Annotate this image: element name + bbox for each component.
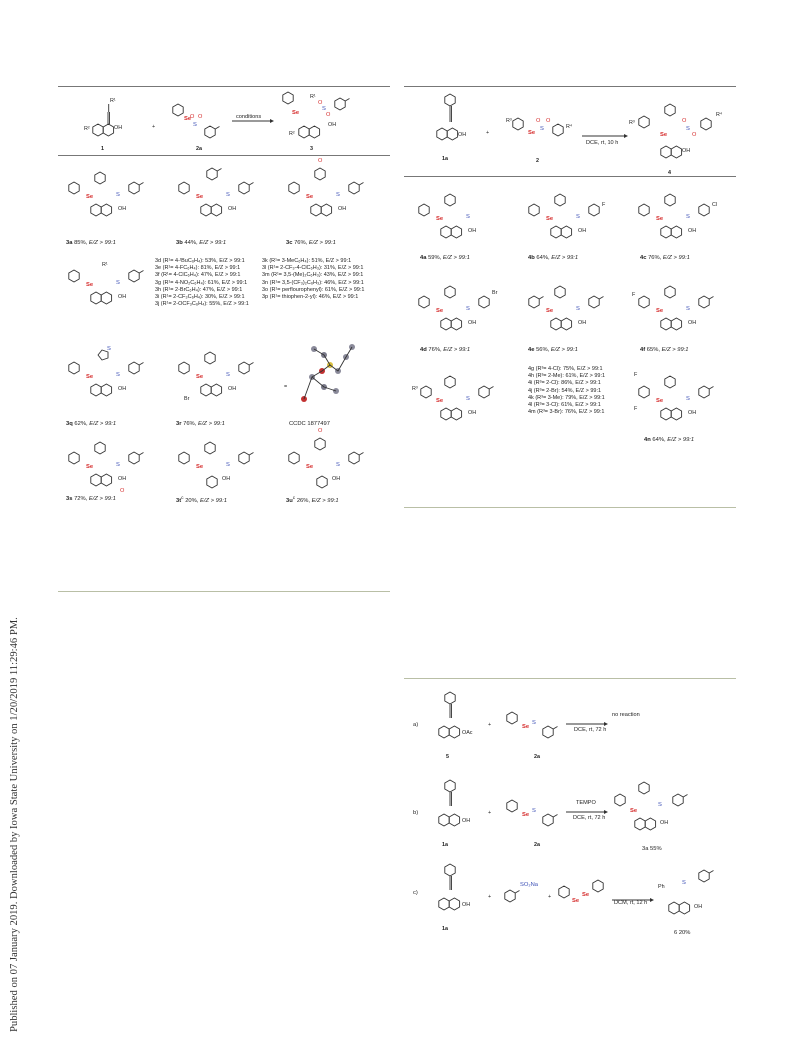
svg-text:O: O <box>318 428 323 434</box>
svg-text:1: 1 <box>101 146 104 152</box>
svg-text:1a: 1a <box>442 156 448 162</box>
caption-4b: 4b 64%, E/Z > 99:1 <box>528 255 579 261</box>
right-header-rule <box>404 176 736 177</box>
svg-text:Se: Se <box>522 724 530 730</box>
svg-text:O: O <box>120 488 125 494</box>
svg-text:=: = <box>284 384 288 390</box>
left-header-rule <box>58 155 390 156</box>
svg-text:Se: Se <box>546 308 554 314</box>
caption-4n: 4n 64%, E/Z > 99:1 <box>644 437 695 443</box>
molecule-4e <box>529 286 604 330</box>
molecule-4f <box>632 286 714 330</box>
svg-text:S: S <box>466 214 470 220</box>
molecule-3q <box>69 346 144 396</box>
svg-text:Br: Br <box>492 290 498 296</box>
svg-text:OH: OH <box>468 410 477 416</box>
svg-text:OAc: OAc <box>462 730 473 736</box>
control-top-rule <box>404 678 736 679</box>
svg-text:+: + <box>488 722 492 728</box>
caption-3c: 3c 76%, E/Z > 99:1 <box>286 240 336 246</box>
control-b-conditions: DCE, rt, 72 h <box>573 815 606 821</box>
svg-text:S: S <box>658 802 662 808</box>
left-product-grid <box>62 158 392 596</box>
right-top-rule <box>404 86 736 87</box>
svg-text:Se: Se <box>656 216 664 222</box>
molecule-4g-4m-general <box>412 376 494 420</box>
svg-text:5: 5 <box>446 754 449 760</box>
svg-text:O: O <box>536 118 541 124</box>
svg-text:S: S <box>226 462 230 468</box>
svg-text:O: O <box>318 158 323 164</box>
svg-text:Se: Se <box>306 464 314 470</box>
svg-text:Se: Se <box>86 194 94 200</box>
svg-text:O: O <box>682 118 687 124</box>
molecule-3u <box>289 428 364 488</box>
svg-text:OH: OH <box>688 320 697 326</box>
svg-text:S: S <box>682 880 686 886</box>
control-b-reaction <box>439 780 688 848</box>
svg-text:Se: Se <box>630 808 638 814</box>
left-top-rule <box>58 86 390 87</box>
svg-text:OH: OH <box>114 125 123 131</box>
svg-text:Se: Se <box>196 194 204 200</box>
svg-text:+: + <box>548 894 552 900</box>
molecule-3b <box>179 168 254 216</box>
control-c-product: 6 20% <box>674 930 691 936</box>
caption-3s: 3s 72%, E/Z > 99:1 <box>66 496 116 502</box>
svg-text:OH: OH <box>578 320 587 326</box>
svg-text:S: S <box>336 462 340 468</box>
svg-text:1a: 1a <box>442 926 448 932</box>
molecule-3s <box>69 442 144 494</box>
svg-text:+: + <box>152 124 156 130</box>
svg-text:OH: OH <box>228 386 237 392</box>
molecule-4a <box>419 194 476 238</box>
svg-text:OH: OH <box>462 902 471 908</box>
svg-text:R³: R³ <box>629 120 635 126</box>
right-product-grid <box>412 188 742 488</box>
svg-text:S: S <box>532 720 536 726</box>
caption-3a: 3a 85%, E/Z > 99:1 <box>66 240 116 246</box>
svg-text:OH: OH <box>338 206 347 212</box>
svg-text:S: S <box>466 306 470 312</box>
left-conditions-label: conditions <box>236 114 262 120</box>
svg-text:Se: Se <box>196 464 204 470</box>
svg-text:S: S <box>116 372 120 378</box>
svg-text:S: S <box>322 106 326 112</box>
caption-4f: 4f 65%, E/Z > 99:1 <box>640 347 689 353</box>
molecule-3r <box>179 352 254 402</box>
svg-text:S: S <box>107 346 111 352</box>
svg-text:Se: Se <box>436 216 444 222</box>
svg-text:SO₂Na: SO₂Na <box>520 882 539 888</box>
svg-text:S: S <box>116 280 120 286</box>
svg-text:OH: OH <box>118 386 127 392</box>
svg-text:OH: OH <box>468 228 477 234</box>
molecule-3c <box>289 158 364 216</box>
svg-text:S: S <box>116 192 120 198</box>
caption-4d: 4d 76%, E/Z > 99:1 <box>420 347 471 353</box>
svg-text:R³: R³ <box>506 118 512 124</box>
molecule-3d-3p-general <box>69 262 144 304</box>
svg-text:Se: Se <box>528 130 536 136</box>
svg-text:OH: OH <box>688 410 697 416</box>
svg-text:S: S <box>686 306 690 312</box>
svg-text:Se: Se <box>86 464 94 470</box>
svg-text:Se: Se <box>306 194 314 200</box>
svg-text:OH: OH <box>578 228 587 234</box>
svg-text:+: + <box>488 894 492 900</box>
svg-text:F: F <box>632 292 636 298</box>
caption-3u: $3u^c$ 26%, E/Z > 99:1 <box>286 496 339 504</box>
control-a-tag: a) <box>413 722 419 728</box>
svg-text:O: O <box>190 114 195 120</box>
crystal-structure-image <box>301 344 355 402</box>
svg-text:Se: Se <box>292 110 300 116</box>
svg-text:R¹: R¹ <box>102 262 108 268</box>
svg-text:R⁴: R⁴ <box>716 112 723 118</box>
download-watermark: Published on 07 January 2019. Downloaded by Iowa State University on 1/20/2019 11:29:46 PM. <box>9 617 20 1032</box>
svg-text:2a: 2a <box>534 754 540 760</box>
svg-text:OH: OH <box>458 132 467 138</box>
right-header-reaction <box>420 88 740 176</box>
svg-text:F: F <box>602 202 606 208</box>
svg-text:S: S <box>193 122 197 128</box>
svg-text:Se: Se <box>656 308 664 314</box>
svg-text:O: O <box>318 100 323 106</box>
caption-3q: 3q 62%, E/Z > 99:1 <box>66 421 117 427</box>
svg-text:OH: OH <box>228 206 237 212</box>
svg-text:S: S <box>540 126 544 132</box>
svg-text:4: 4 <box>668 170 671 176</box>
svg-text:2a: 2a <box>196 146 202 152</box>
caption-4e: 4e 56%, E/Z > 99:1 <box>528 347 578 353</box>
caption-4a: 4a 59%, E/Z > 99:1 <box>420 255 470 261</box>
caption-4c: 4c 76%, E/Z > 99:1 <box>640 255 690 261</box>
svg-text:S: S <box>336 192 340 198</box>
svg-text:Se: Se <box>660 132 668 138</box>
svg-text:Se: Se <box>184 116 192 122</box>
svg-text:OH: OH <box>468 320 477 326</box>
control-c-reaction <box>439 864 714 932</box>
svg-text:OH: OH <box>694 904 703 910</box>
svg-text:OH: OH <box>222 476 231 482</box>
svg-text:R²: R² <box>84 126 90 132</box>
substituent-list-4g-4m: 4g (R³= 4-Cl): 75%, E/Z > 99:1 4h (R³= 2-Me): 61%, E/Z > 99:1 4i (R³= 2-Cl): 86%, E/Z > 99:1 4j (R³= 2-Br): 54%, E/Z > 99:1 4k (R³= 3-Me): 79%, E/Z > 99:1 4l (R³= 3-Cl): 61%, E/Z > 99:1 4m (R³= 3-Br): 76%, E/Z > 99:1 <box>528 366 606 416</box>
svg-text:R¹: R¹ <box>110 98 116 104</box>
ccdc-label: CCDC 1877497 <box>289 421 330 427</box>
molecule-3a <box>69 172 144 216</box>
svg-text:S: S <box>576 214 580 220</box>
svg-text:S: S <box>686 214 690 220</box>
control-b-tag: b) <box>413 810 419 816</box>
svg-text:O: O <box>198 114 203 120</box>
svg-text:OH: OH <box>118 476 127 482</box>
svg-text:F: F <box>634 372 638 378</box>
control-a-result: no reaction <box>612 712 640 718</box>
svg-text:Cl: Cl <box>712 202 718 208</box>
substituent-list-3k-3p: 3k (R¹= 3-MeC₆H₄): 51%, E/Z > 99:1 3l (R¹= 2-CF₃-4-ClC₆H₃): 31%, E/Z > 99:1 3m (R¹= 3,5-(Me)₂C₆H₃): 43%, E/Z > 99:1 3n (R¹= 3,5-(CF₃)₂C₆H₃): 46%, E/Z > 99:1 3o (R¹= perflourophenyl): 61%, E/Z > 99:1 3p (R¹= thiophen-2-yl): 46%, E/Z > 99:1 <box>262 258 365 301</box>
svg-text:OH: OH <box>328 122 337 128</box>
control-experiments <box>432 690 742 980</box>
caption-3r: 3r 76%, E/Z > 99:1 <box>176 421 225 427</box>
molecule-3t <box>179 442 254 488</box>
substituent-list-3d-3j: 3d (R¹= 4-ᵗBuC₆H₄): 53%, E/Z > 99:1 3e (R¹= 4-FC₆H₄): 81%, E/Z > 99:1 3f (R¹= 4-ClC₆H₄): 47%, E/Z > 99:1 3g (R¹= 4-NO₂C₆H₄): 61%, E/Z > 99:1 3h (R¹= 2-BrC₆H₄): 47%, E/Z > 99:1 3i (R¹= 2-CF₃C₆H₄): 30%, E/Z > 99:1 3j (R¹= 2-OCF₃C₆H₄): 55%, E/Z > 99:1 <box>155 258 249 308</box>
molecule-4c <box>639 194 717 238</box>
control-b-product: 3a 55% <box>642 846 662 852</box>
left-header-reaction <box>70 88 390 154</box>
svg-text:O: O <box>692 132 697 138</box>
control-a-conditions: DCE, rt, 72 h <box>574 727 607 733</box>
svg-text:S: S <box>576 306 580 312</box>
svg-text:S: S <box>226 372 230 378</box>
svg-text:R²: R² <box>289 131 295 137</box>
svg-text:R⁴: R⁴ <box>566 124 573 130</box>
svg-text:OH: OH <box>660 820 669 826</box>
svg-text:OH: OH <box>688 228 697 234</box>
svg-text:Br: Br <box>184 396 190 402</box>
svg-text:3: 3 <box>310 146 313 152</box>
svg-text:OH: OH <box>118 294 127 300</box>
control-a-reaction <box>439 692 608 760</box>
right-conditions-label: DCE, rt, 10 h <box>586 140 619 146</box>
svg-text:Se: Se <box>86 374 94 380</box>
svg-text:Ph: Ph <box>658 884 665 890</box>
control-b-additive: TEMPO <box>576 800 596 806</box>
caption-3t: $3t^c$ 20%, E/Z > 99:1 <box>176 496 227 504</box>
svg-text:S: S <box>116 462 120 468</box>
svg-text:S: S <box>532 808 536 814</box>
svg-text:OH: OH <box>682 148 691 154</box>
svg-text:Se: Se <box>436 398 444 404</box>
svg-text:S: S <box>686 396 690 402</box>
molecule-4d <box>419 286 498 330</box>
right-bottom-rule <box>404 507 736 508</box>
control-c-tag: c) <box>413 890 418 896</box>
svg-text:S: S <box>466 396 470 402</box>
svg-text:Se: Se <box>582 892 590 898</box>
molecule-4n <box>634 372 714 420</box>
control-c-conditions: DCM, rt, 12 h <box>614 900 648 906</box>
molecule-4b <box>529 194 606 238</box>
svg-text:S: S <box>686 126 690 132</box>
svg-text:O: O <box>326 112 331 118</box>
svg-text:Se: Se <box>572 898 580 904</box>
svg-text:OH: OH <box>462 818 471 824</box>
svg-text:Se: Se <box>546 216 554 222</box>
svg-text:OH: OH <box>118 206 127 212</box>
svg-text:Se: Se <box>86 282 94 288</box>
svg-text:R¹: R¹ <box>310 94 316 100</box>
svg-text:1a: 1a <box>442 842 448 848</box>
svg-text:S: S <box>226 192 230 198</box>
svg-text:Se: Se <box>196 374 204 380</box>
svg-text:OH: OH <box>332 476 341 482</box>
caption-3b: 3b 44%, E/Z > 99:1 <box>176 240 227 246</box>
svg-text:+: + <box>488 810 492 816</box>
svg-text:2a: 2a <box>534 842 540 848</box>
svg-text:R³: R³ <box>412 386 418 392</box>
svg-text:Se: Se <box>656 398 664 404</box>
svg-text:Se: Se <box>522 812 530 818</box>
svg-text:2: 2 <box>536 158 539 164</box>
svg-text:O: O <box>546 118 551 124</box>
svg-text:+: + <box>486 130 490 136</box>
svg-text:Se: Se <box>436 308 444 314</box>
svg-text:F: F <box>634 406 638 412</box>
